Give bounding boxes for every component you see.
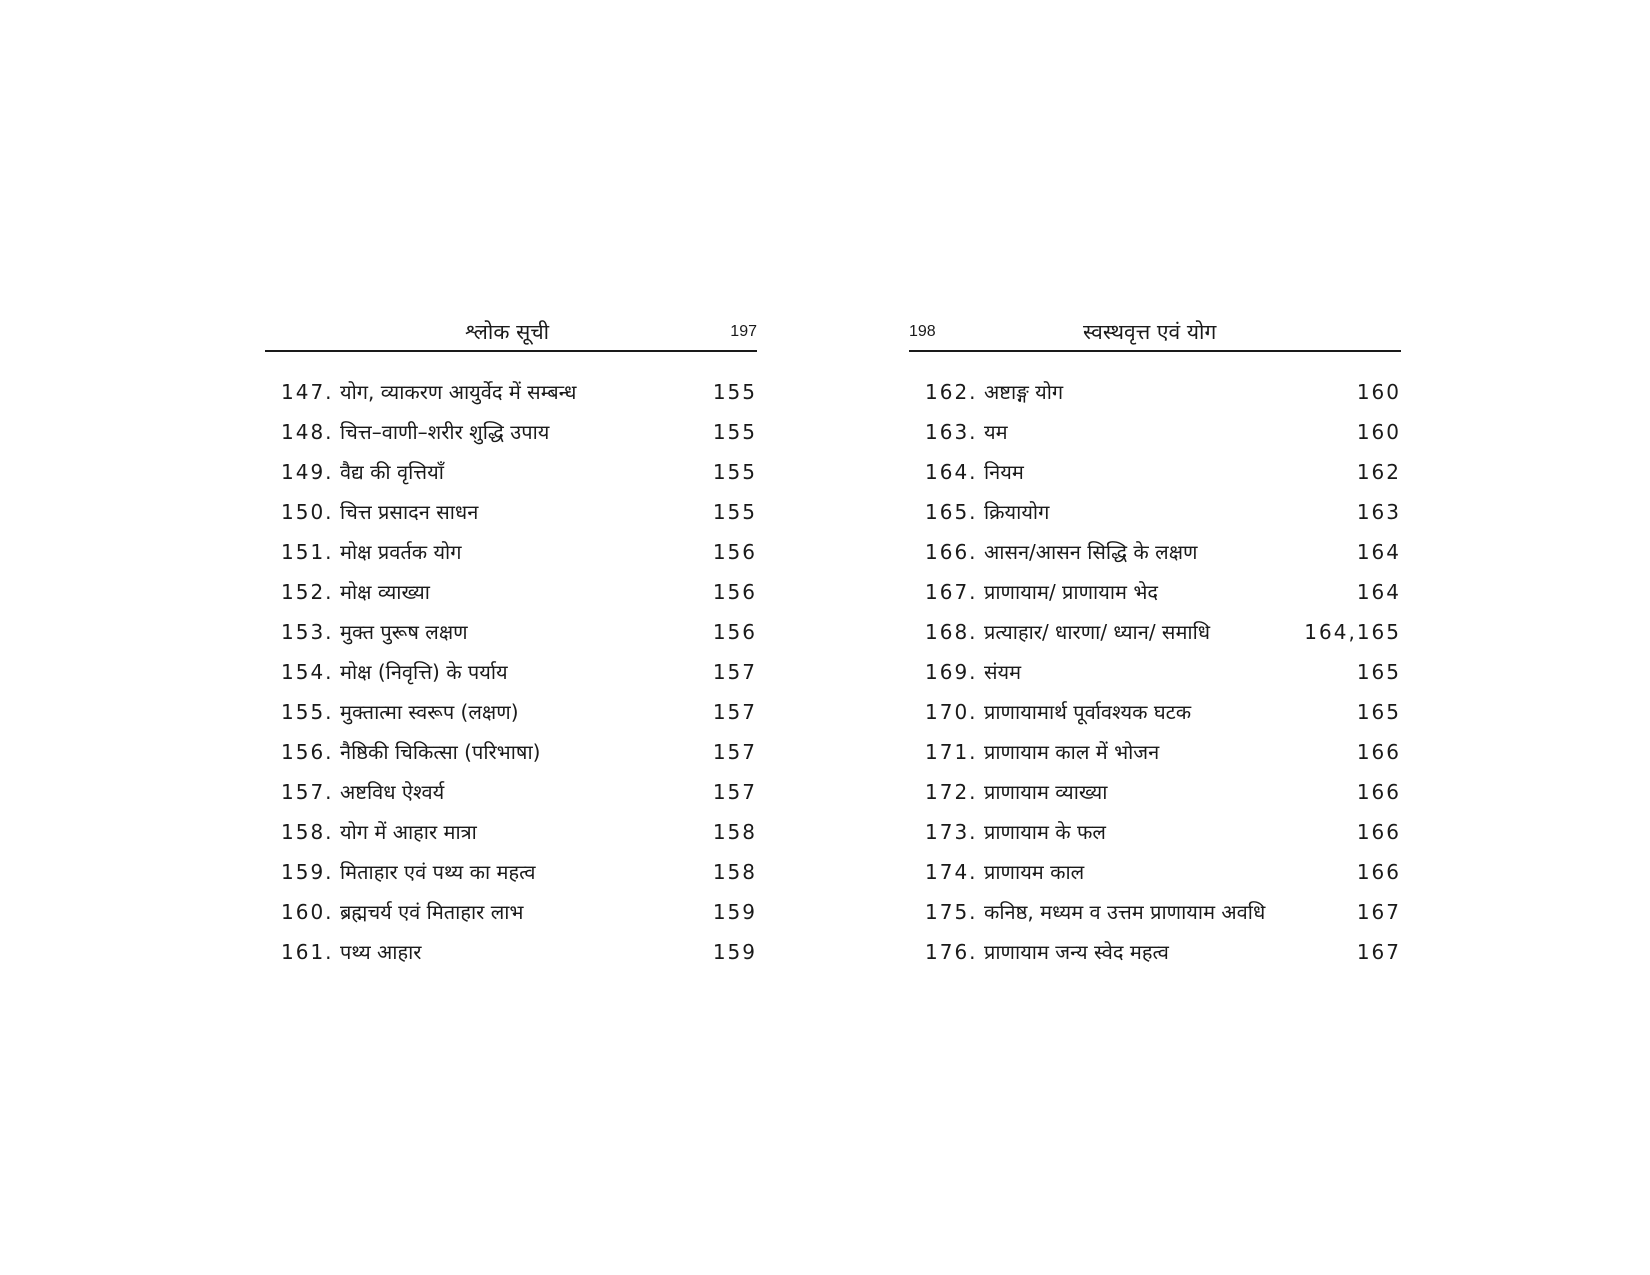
- entry-number: 168.: [925, 620, 978, 644]
- entry-number: 159.: [281, 860, 334, 884]
- entry-page-ref: 166: [1356, 740, 1401, 764]
- index-entry: [265, 892, 757, 932]
- entry-title: योग में आहार मात्रा: [340, 820, 477, 844]
- entry-number: 163.: [925, 420, 978, 444]
- entry-page-ref: 167: [1356, 900, 1401, 924]
- entry-page-ref: 155: [712, 420, 757, 444]
- index-entry: [265, 732, 757, 772]
- entry-title: मोक्ष व्याख्या: [340, 580, 430, 604]
- right-index-list: [909, 372, 1401, 972]
- index-entry: [909, 532, 1401, 572]
- entry-number: 164.: [925, 460, 978, 484]
- right-page-number: 198: [909, 323, 936, 340]
- index-entry: [909, 732, 1401, 772]
- left-page: [265, 318, 757, 972]
- entry-number: 150.: [281, 500, 334, 524]
- entry-title: आसन/आसन सिद्धि के लक्षण: [984, 540, 1198, 564]
- entry-page-ref: 155: [712, 460, 757, 484]
- entry-page-ref: 165: [1356, 660, 1401, 684]
- entry-title: प्राणायामार्थ पूर्वावश्यक घटक: [984, 700, 1192, 724]
- entry-title: मुक्त पुरूष लक्षण: [340, 620, 468, 644]
- entry-page-ref: 156: [712, 540, 757, 564]
- index-entry: [265, 652, 757, 692]
- entry-title: मोक्ष (निवृत्ति) के पर्याय: [340, 660, 508, 684]
- index-entry: [909, 812, 1401, 852]
- entry-number: 170.: [925, 700, 978, 724]
- entry-page-ref: 165: [1356, 700, 1401, 724]
- entry-page-ref: 155: [712, 500, 757, 524]
- entry-number: 173.: [925, 820, 978, 844]
- entry-title: ब्रह्मचर्य एवं मिताहार लाभ: [340, 900, 524, 924]
- entry-title: क्रियायोग: [984, 500, 1050, 524]
- entry-page-ref: 164: [1356, 580, 1401, 604]
- entry-number: 158.: [281, 820, 334, 844]
- entry-title: नियम: [984, 460, 1024, 484]
- entry-number: 166.: [925, 540, 978, 564]
- index-entry: [909, 572, 1401, 612]
- entry-number: 155.: [281, 700, 334, 724]
- index-entry: [909, 652, 1401, 692]
- entry-number: 167.: [925, 580, 978, 604]
- index-entry: [909, 612, 1401, 652]
- entry-page-ref: 159: [712, 900, 757, 924]
- index-entry: [265, 612, 757, 652]
- index-entry: [265, 492, 757, 532]
- entry-page-ref: 157: [712, 660, 757, 684]
- entry-title: वैद्य की वृत्तियाँ: [340, 460, 444, 484]
- entry-title: चित्त–वाणी–शरीर शुद्धि उपाय: [340, 420, 550, 444]
- entry-title: पथ्य आहार: [340, 940, 422, 964]
- index-entry: [909, 852, 1401, 892]
- entry-number: 176.: [925, 940, 978, 964]
- entry-page-ref: 166: [1356, 860, 1401, 884]
- entry-title: मिताहार एवं पथ्य का महत्व: [340, 860, 536, 884]
- entry-page-ref: 156: [712, 620, 757, 644]
- entry-title: चित्त प्रसादन साधन: [340, 500, 479, 524]
- index-entry: [265, 532, 757, 572]
- entry-number: 160.: [281, 900, 334, 924]
- entry-title: प्राणायम काल: [984, 860, 1085, 884]
- index-entry: [909, 492, 1401, 532]
- entry-number: 152.: [281, 580, 334, 604]
- entry-page-ref: 155: [712, 380, 757, 404]
- entry-page-ref: 163: [1356, 500, 1401, 524]
- entry-page-ref: 157: [712, 740, 757, 764]
- entry-number: 174.: [925, 860, 978, 884]
- right-page: [909, 318, 1401, 972]
- entry-number: 149.: [281, 460, 334, 484]
- entry-page-ref: 157: [712, 700, 757, 724]
- entry-number: 161.: [281, 940, 334, 964]
- entry-title: कनिष्ठ, मध्यम व उत्तम प्राणायाम अवधि: [984, 900, 1266, 924]
- entry-title: यम: [984, 420, 1008, 444]
- entry-number: 162.: [925, 380, 978, 404]
- entry-title: संयम: [984, 660, 1022, 684]
- entry-title: अष्टविध ऐश्वर्य: [340, 780, 445, 804]
- entry-number: 165.: [925, 500, 978, 524]
- entry-title: प्राणायाम काल में भोजन: [984, 740, 1160, 764]
- entry-page-ref: 156: [712, 580, 757, 604]
- entry-title: प्राणायाम/ प्राणायाम भेद: [984, 580, 1159, 604]
- entry-number: 171.: [925, 740, 978, 764]
- entry-number: 154.: [281, 660, 334, 684]
- entry-title: नैष्ठिकी चिकित्सा (परिभाषा): [340, 740, 541, 764]
- entry-title: प्राणायाम के फल: [984, 820, 1106, 844]
- entry-page-ref: 167: [1356, 940, 1401, 964]
- index-entry: [265, 572, 757, 612]
- index-entry: [909, 692, 1401, 732]
- index-entry: [909, 932, 1401, 972]
- entry-page-ref: 160: [1356, 420, 1401, 444]
- entry-page-ref: 166: [1356, 820, 1401, 844]
- entry-page-ref: 160: [1356, 380, 1401, 404]
- entry-number: 157.: [281, 780, 334, 804]
- index-entry: [265, 932, 757, 972]
- index-entry: [909, 452, 1401, 492]
- index-entry: [909, 772, 1401, 812]
- entry-title: मुक्तात्मा स्वरूप (लक्षण): [340, 700, 519, 724]
- entry-page-ref: 166: [1356, 780, 1401, 804]
- index-entry: [909, 412, 1401, 452]
- entry-title: प्रत्याहार/ धारणा/ ध्यान/ समाधि: [984, 620, 1211, 644]
- entry-number: 153.: [281, 620, 334, 644]
- left-running-head: [265, 318, 757, 352]
- entry-page-ref: 159: [712, 940, 757, 964]
- entry-page-ref: 164: [1356, 540, 1401, 564]
- index-entry: [265, 812, 757, 852]
- entry-title: प्राणायाम व्याख्या: [984, 780, 1108, 804]
- left-index-list: [265, 372, 757, 972]
- entry-title: अष्टाङ्ग योग: [984, 380, 1064, 404]
- index-entry: [265, 772, 757, 812]
- index-entry: [265, 372, 757, 412]
- entry-page-ref: 157: [712, 780, 757, 804]
- left-header-title: श्लोक सूची: [465, 320, 550, 344]
- entry-page-ref: 158: [712, 820, 757, 844]
- entry-page-ref: 164,165: [1304, 620, 1401, 644]
- index-entry: [265, 852, 757, 892]
- index-entry: [265, 692, 757, 732]
- right-running-head: [909, 318, 1401, 352]
- right-header-title: स्वस्थवृत्त एवं योग: [1083, 320, 1217, 344]
- entry-title: मोक्ष प्रवर्तक योग: [340, 540, 462, 564]
- index-entry: [265, 452, 757, 492]
- index-entry: [909, 372, 1401, 412]
- entry-number: 147.: [281, 380, 334, 404]
- entry-number: 156.: [281, 740, 334, 764]
- entry-number: 172.: [925, 780, 978, 804]
- entry-number: 169.: [925, 660, 978, 684]
- entry-number: 148.: [281, 420, 334, 444]
- index-entry: [265, 412, 757, 452]
- entry-page-ref: 158: [712, 860, 757, 884]
- entry-page-ref: 162: [1356, 460, 1401, 484]
- left-page-number: 197: [730, 323, 757, 340]
- index-entry: [909, 892, 1401, 932]
- entry-title: प्राणायाम जन्य स्वेद महत्व: [984, 940, 1169, 964]
- entry-number: 151.: [281, 540, 334, 564]
- entry-title: योग, व्याकरण आयुर्वेद में सम्बन्ध: [340, 380, 577, 404]
- entry-number: 175.: [925, 900, 978, 924]
